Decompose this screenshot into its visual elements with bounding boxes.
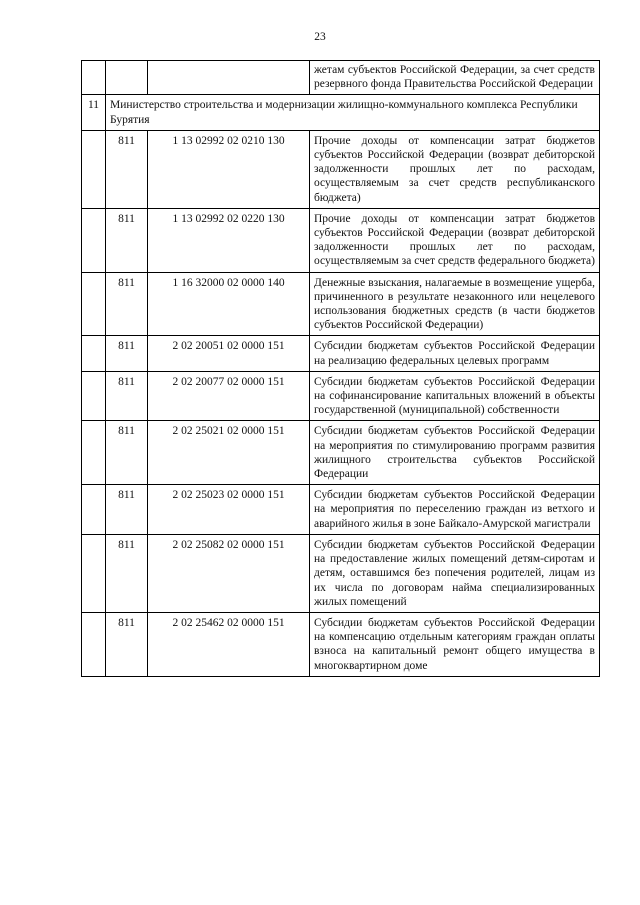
revenue-name-cell: Субсидии бюджетам субъектов Российской Федерации на софинансирование капитальных вложений в объекты государственной (муниципальной) собственности bbox=[310, 371, 600, 421]
section-row bbox=[82, 95, 600, 130]
revenue-name-cell: Прочие доходы от компенсации затрат бюджетов субъектов Российской Федерации (возврат дебиторской задолженности прошлых лет по расходам, осуществляемым за счет средств федерального бюджета) bbox=[310, 208, 600, 272]
table-row bbox=[82, 272, 600, 336]
row-number-cell bbox=[82, 272, 106, 336]
row-number-cell bbox=[82, 612, 106, 676]
revenue-code-cell: 1 16 32000 02 0000 140 bbox=[148, 272, 310, 336]
section-number-cell: 11 bbox=[82, 95, 106, 130]
row-number-cell bbox=[82, 421, 106, 485]
table-row bbox=[82, 371, 600, 421]
revenue-code-cell: 2 02 20077 02 0000 151 bbox=[148, 371, 310, 421]
row-number-cell bbox=[82, 371, 106, 421]
administrator-code-cell: 811 bbox=[106, 371, 148, 421]
administrator-code-cell: 811 bbox=[106, 130, 148, 208]
ministry-title-cell: Министерство строительства и модернизации жилищно-коммунального комплекса Республики Бурятия bbox=[106, 95, 600, 130]
revenue-name-cell: Прочие доходы от компенсации затрат бюджетов субъектов Российской Федерации (возврат дебиторской задолженности прошлых лет по расходам, осуществляемым за счет средств республиканского бюджета) bbox=[310, 130, 600, 208]
row-number-cell bbox=[82, 130, 106, 208]
table-row bbox=[82, 485, 600, 535]
table-row bbox=[82, 130, 600, 208]
administrator-code-cell: 811 bbox=[106, 272, 148, 336]
revenue-code-cell: 2 02 20051 02 0000 151 bbox=[148, 336, 310, 371]
administrator-code-cell: 811 bbox=[106, 612, 148, 676]
revenue-code-cell: 1 13 02992 02 0220 130 bbox=[148, 208, 310, 272]
revenue-code-cell: 2 02 25023 02 0000 151 bbox=[148, 485, 310, 535]
row-number-cell bbox=[82, 61, 106, 95]
administrator-code-cell bbox=[106, 61, 148, 95]
revenue-name-cell: Субсидии бюджетам субъектов Российской Федерации на мероприятия по стимулированию программ развития жилищного строительства субъектов Российской Федерации bbox=[310, 421, 600, 485]
revenue-code-cell: 2 02 25021 02 0000 151 bbox=[148, 421, 310, 485]
revenue-name-cell: Денежные взыскания, налагаемые в возмещение ущерба, причиненного в результате незаконного или нецелевого использования бюджетных средств (в части бюджетов субъектов Российской Федерации) bbox=[310, 272, 600, 336]
revenue-name-cell: Субсидии бюджетам субъектов Российской Федерации на предоставление жилых помещений детям-сиротам и детям, оставшимся без попечения родителей, лицам из их числа по договорам найма специализированных жилых помещений bbox=[310, 534, 600, 612]
table-row bbox=[82, 336, 600, 371]
revenue-code-cell: 2 02 25082 02 0000 151 bbox=[148, 534, 310, 612]
administrator-code-cell: 811 bbox=[106, 421, 148, 485]
table-row bbox=[82, 534, 600, 612]
revenue-code-cell bbox=[148, 61, 310, 95]
row-number-cell bbox=[82, 485, 106, 535]
revenue-name-cell: Субсидии бюджетам субъектов Российской Федерации на мероприятия по переселению граждан из ветхого и аварийного жилья в зоне Байкало-Амурской магистрали bbox=[310, 485, 600, 535]
table-row-continuation bbox=[82, 61, 600, 95]
row-number-cell bbox=[82, 208, 106, 272]
row-number-cell bbox=[82, 534, 106, 612]
administrator-code-cell: 811 bbox=[106, 208, 148, 272]
revenue-code-cell: 1 13 02992 02 0210 130 bbox=[148, 130, 310, 208]
revenue-name-cell: жетам субъектов Российской Федерации, за счет средств резервного фонда Правительства Российской Федерации bbox=[310, 61, 600, 95]
revenue-code-cell: 2 02 25462 02 0000 151 bbox=[148, 612, 310, 676]
page-number: 23 bbox=[314, 31, 326, 43]
administrator-code-cell: 811 bbox=[106, 336, 148, 371]
revenue-name-cell: Субсидии бюджетам субъектов Российской Федерации на компенсацию отдельным категориям граждан оплаты взноса на капитальный ремонт общего имущества в многоквартирном доме bbox=[310, 612, 600, 676]
table-row bbox=[82, 612, 600, 676]
table-row bbox=[82, 208, 600, 272]
revenue-name-cell: Субсидии бюджетам субъектов Российской Федерации на реализацию федеральных целевых программ bbox=[310, 336, 600, 371]
revenue-administrators-table bbox=[81, 60, 600, 677]
administrator-code-cell: 811 bbox=[106, 485, 148, 535]
row-number-cell bbox=[82, 336, 106, 371]
administrator-code-cell: 811 bbox=[106, 534, 148, 612]
table-row bbox=[82, 421, 600, 485]
